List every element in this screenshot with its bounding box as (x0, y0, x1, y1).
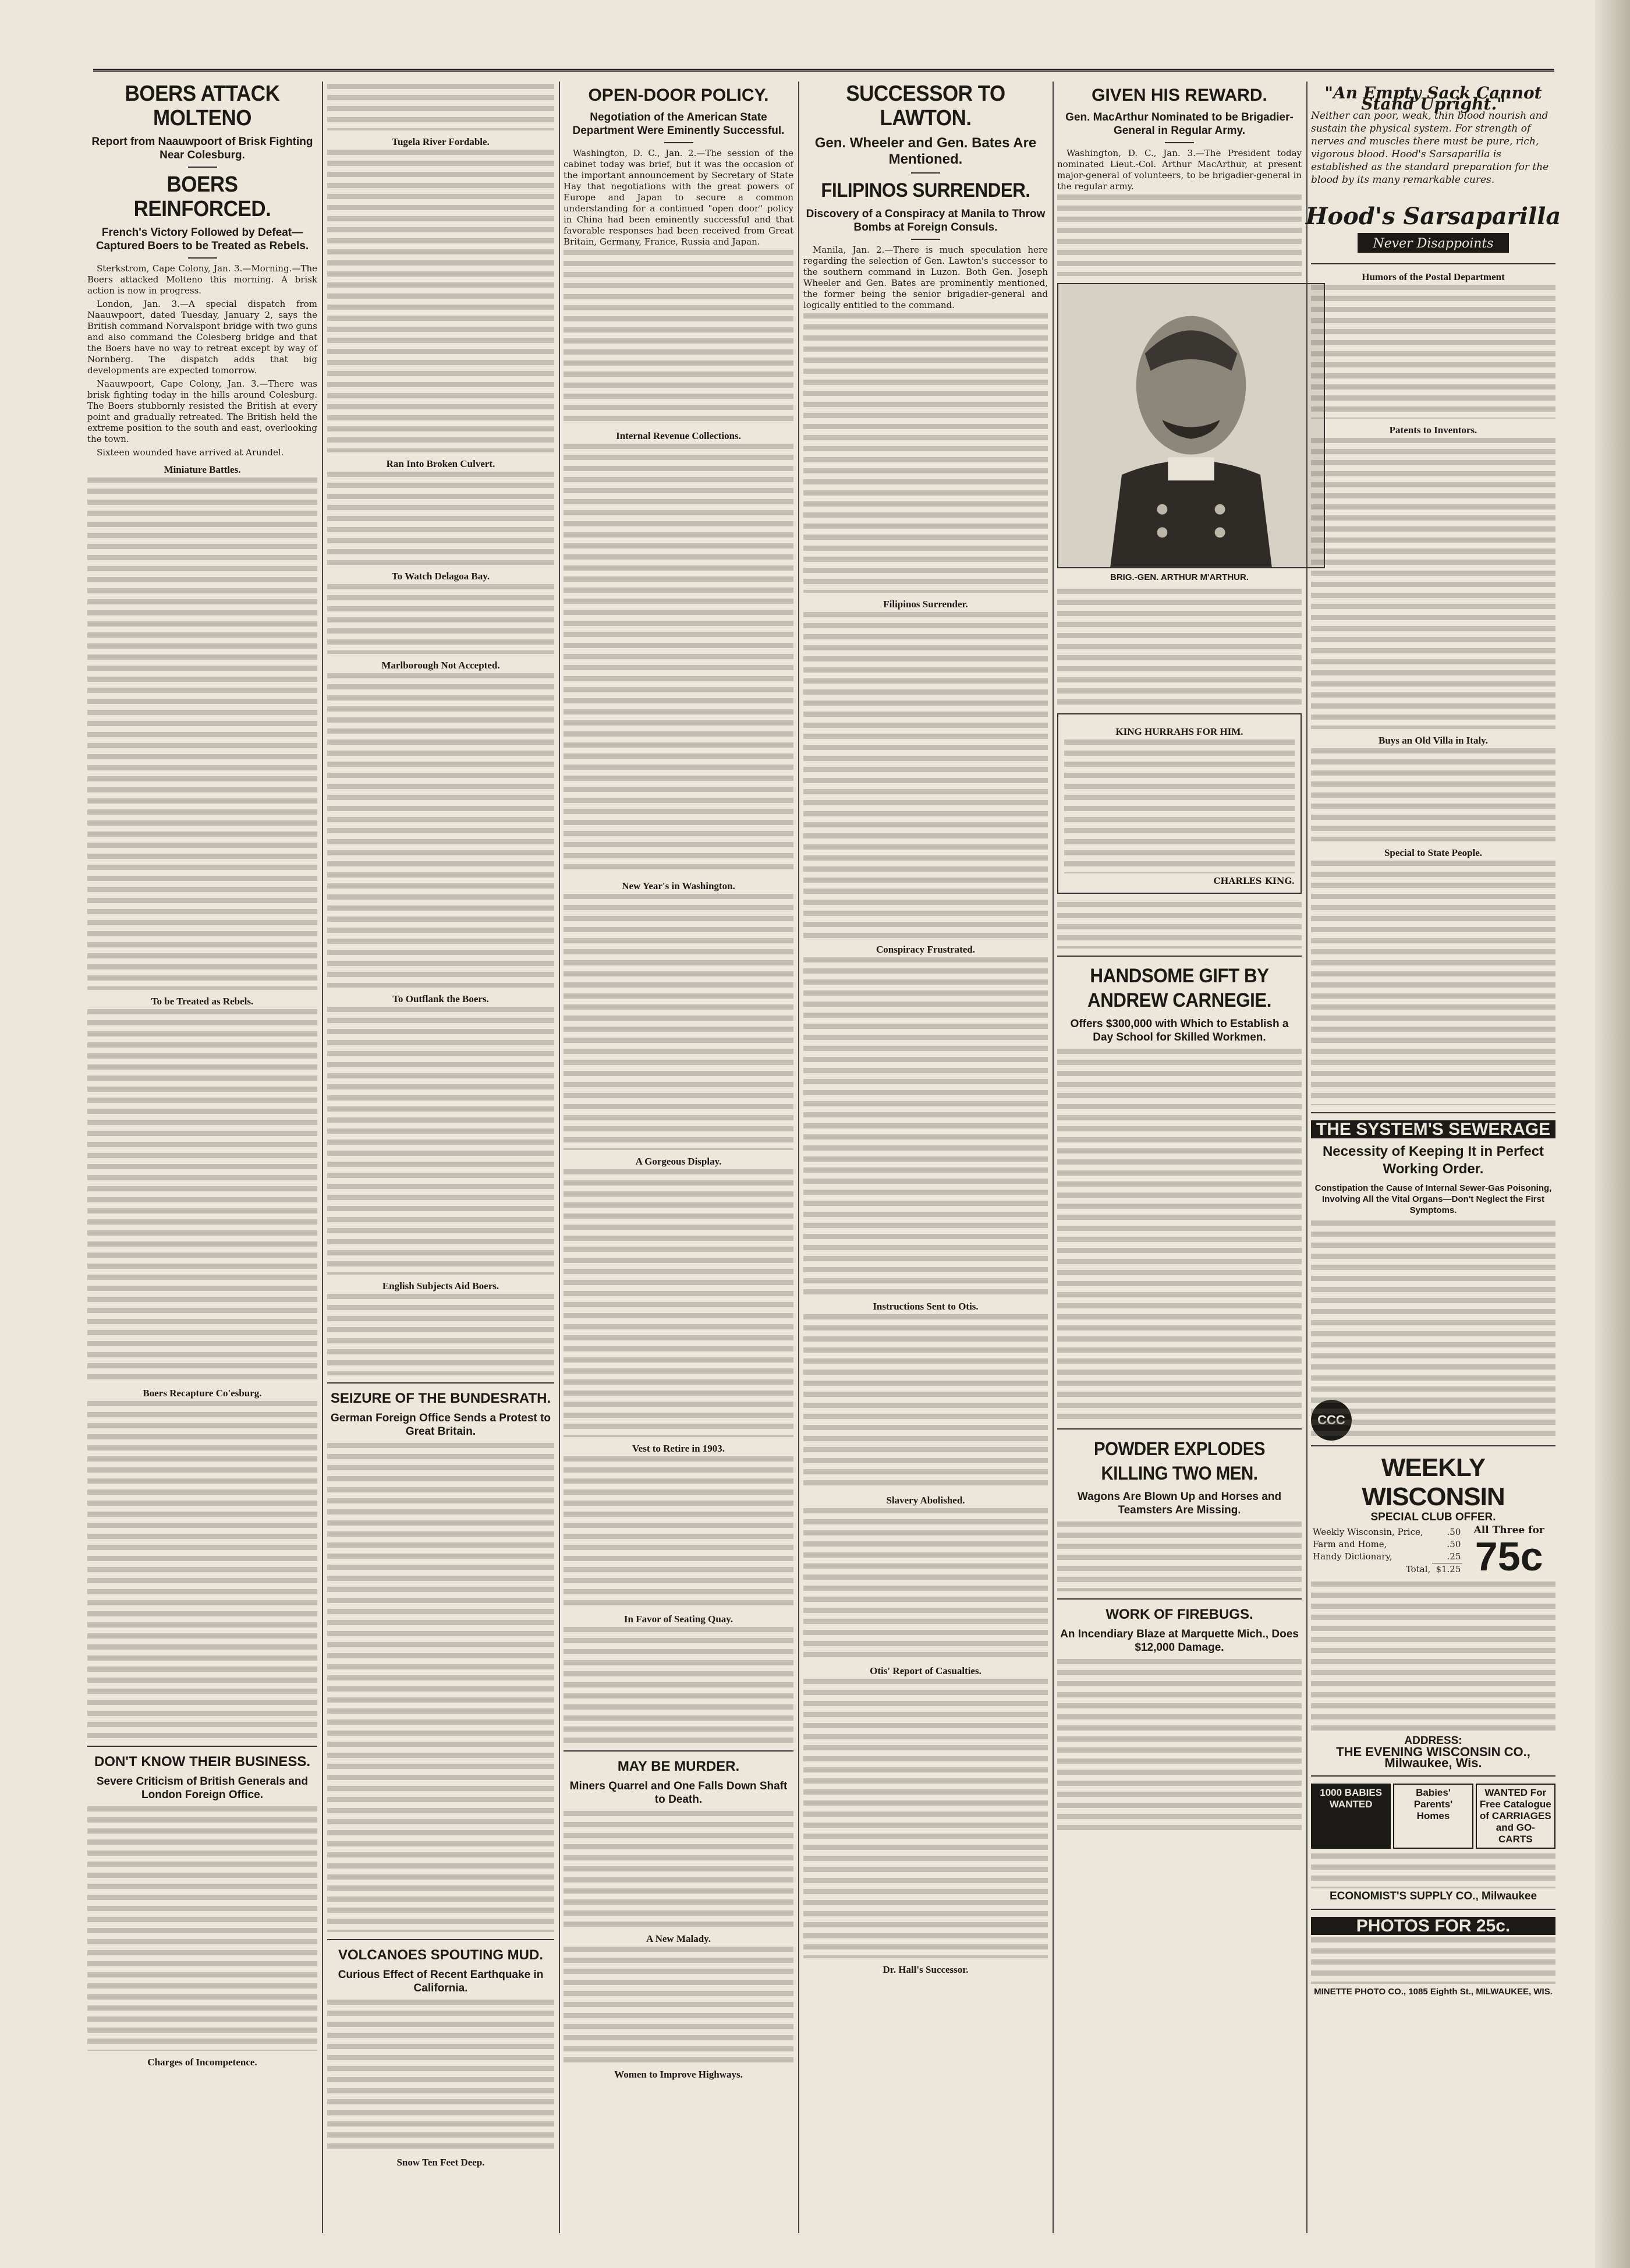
column-text-block (87, 477, 317, 990)
headline-firebugs: WORK OF FIREBUGS. (1105, 1607, 1253, 1622)
sidehead: In Favor of Seating Quay. (623, 1614, 734, 1625)
portrait-macarthur (1057, 283, 1325, 568)
article-paragraph: Sterkstrom, Cape Colony, Jan. 3.—Morning.—The Boers attacked Molteno this morning. A brisk action is now in progress. (87, 263, 317, 296)
headline-successor-lawton: SUCCESSOR TO LAWTON. (846, 82, 1005, 130)
sidehead: Slavery Abolished. (886, 1495, 965, 1506)
column-text-block (327, 84, 554, 130)
column-text-block (327, 584, 554, 654)
sidehead: Snow Ten Feet Deep. (396, 2157, 485, 2168)
sidehead: To Outflank the Boers. (392, 993, 489, 1004)
column-text-block (87, 1401, 317, 1739)
sidehead: Ran Into Broken Culvert. (386, 458, 495, 469)
weekly-wisconsin-ad (1311, 1453, 1555, 1768)
logo-text: Hood's Sarsaparilla (1305, 203, 1561, 230)
deck-macarthur-nominated: Gen. MacArthur Nominated to be Brigadier-General in Regular Army. (1065, 111, 1294, 137)
column-text-block (1311, 1581, 1555, 1733)
ad-cell: WANTED For Free Catalogue of CARRIAGES and GO-CARTS (1476, 1784, 1555, 1849)
article-paragraph: London, Jan. 3.—A special dispatch from Naauwpoort, dated Tuesday, January 2, says the British command Norvalspont bridge with two guns and also command the Colesberg bridge and that the Boers have no way to retreat except by way of Nornberg. The dispatch adds that big developments are expected tomorrow. (87, 299, 317, 376)
article-paragraph: Washington, D. C., Jan. 2.—The session of the cabinet today was brief, but it was the occasion of the important announcement by Secretary of State Hay that negotiations with the great powers of Europe and Japan to secure a common understanding for a continued "open door" policy in China had been eminently successful and that favorable responses had been received from Great Britain, Germany, France, Russia and Japan. (564, 148, 793, 247)
column-text-block (1057, 1659, 1302, 1834)
sidehead: Humors of the Postal Department (1362, 271, 1505, 282)
column-text-block (564, 1627, 793, 1743)
sidehead: New Year's in Washington. (622, 880, 735, 891)
headline-dont-know-business: DON'T KNOW THEIR BUSINESS. (94, 1754, 311, 1770)
box-signature: CHARLES KING. (1213, 876, 1295, 886)
hoods-sarsaparilla-ad (1305, 83, 1561, 256)
sidehead: Buys an Old Villa in Italy. (1378, 735, 1488, 746)
price-table (1311, 1526, 1462, 1576)
headline-boers-attack: BOERS ATTACK MOLTENO (125, 82, 280, 130)
portrait-caption: BRIG.-GEN. ARTHUR M'ARTHUR. (1110, 572, 1249, 582)
price-value: $1.25 (1432, 1563, 1462, 1576)
ad-title: WEEKLY WISCONSIN (1362, 1453, 1505, 1511)
article-paragraph: Manila, Jan. 2.—There is much speculation here regarding the selection of Gen. Lawton's successor to the southern command in Luzon. Both Gen. Joseph Wheeler and Gen. Bates are prominently mentioned, the former being the senior brigadier-general and logically entitled to the command. (803, 245, 1048, 310)
column-text-block (1311, 748, 1555, 841)
sidehead: To Watch Delagoa Bay. (391, 571, 490, 582)
photos-ad (1311, 1917, 1555, 1997)
column-3 (564, 82, 793, 2233)
headline-powder-explodes: POWDER EXPLODES KILLING TWO MEN. (1093, 1438, 1266, 1484)
deck-marquette-blaze: An Incendiary Blaze at Marquette Mich., Does $12,000 Damage. (1060, 1628, 1299, 1654)
column-text-block (1057, 194, 1302, 276)
deck-constipation: Constipation the Cause of Internal Sewer-Gas Poisoning, Involving All the Vital Organs—Don't Neglect the First Symptoms. (1314, 1183, 1552, 1215)
column-rule (559, 82, 560, 2233)
headline-filipinos-surrender: FILIPINOS SURRENDER. (821, 179, 1030, 201)
column-text-block (327, 2000, 554, 2151)
column-6 (1305, 82, 1561, 2233)
address-label: ADDRESS: (1404, 1735, 1462, 1747)
column-rule (1053, 82, 1054, 2233)
headline-seizure-bundesrath: SEIZURE OF THE BUNDESRATH. (330, 1390, 551, 1406)
ad-title: PHOTOS FOR 25c. (1311, 1917, 1555, 1935)
price-item: Farm and Home, (1313, 1539, 1387, 1549)
column-text-block (803, 313, 1048, 593)
headline-open-door: OPEN-DOOR POLICY. (588, 86, 769, 105)
column-text-block (564, 250, 793, 424)
column-text-block (1311, 1220, 1555, 1395)
page-edge-shadow (1595, 0, 1630, 2268)
column-2 (327, 82, 554, 2233)
column-text-block (327, 1007, 554, 1275)
column-4 (803, 82, 1048, 2233)
deck-german-protest: German Foreign Office Sends a Protest to Great Britain. (331, 1412, 551, 1438)
price-value: .25 (1447, 1551, 1461, 1562)
sidehead: Conspiracy Frustrated. (876, 944, 975, 955)
deck-carnegie-offer: Offers $300,000 with Which to Establish a Day School for Skilled Workmen. (1070, 1018, 1289, 1043)
column-text-block (327, 1443, 554, 1932)
price-item: Total, (1405, 1563, 1431, 1574)
headline-given-reward: GIVEN HIS REWARD. (1092, 86, 1267, 105)
ad-subtitle: SPECIAL CLUB OFFER. (1370, 1511, 1496, 1523)
column-text-block (327, 150, 554, 452)
column-text-block (1311, 1397, 1555, 1438)
ad-cell: 1000 BABIES WANTED (1311, 1784, 1391, 1849)
sidehead: Dr. Hall's Successor. (883, 1964, 969, 1975)
box-headline: KING HURRAHS FOR HIM. (1115, 726, 1243, 737)
column-text-block (1311, 438, 1555, 729)
deck-naauwpoort: Report from Naauwpoort of Brisk Fighting Near Colesburg. (91, 136, 313, 161)
offer-label: All Three for (1473, 1524, 1544, 1536)
hoods-logo-icon (1305, 192, 1561, 256)
sidehead: Otis' Report of Casualties. (870, 1665, 981, 1676)
column-text-block (327, 472, 554, 565)
article-paragraph: Sixteen wounded have arrived at Arundel. (97, 447, 284, 458)
subhead-boers-reinforced: BOERS REINFORCED. (133, 172, 271, 221)
deck-state-department: Negotiation of the American State Department Were Eminently Successful. (572, 111, 785, 137)
ad-body: Neither can poor, weak, thin blood nourish and sustain the physical system. For strength of nerves and muscles there must be pure, rich, vigorous blood. Hood's Sarsaparilla is established as the standard preparation for the blood by its many remarkable cures. (1311, 110, 1549, 186)
column-text-block (803, 1508, 1048, 1660)
price-row (1311, 1526, 1462, 1538)
sidehead: Miniature Battles. (164, 464, 241, 475)
column-text-block (564, 894, 793, 1150)
ad-title: "An Empty Sack Cannot Stand Upright." (1324, 83, 1542, 114)
sidehead: Instructions Sent to Otis. (873, 1301, 979, 1312)
sidehead: Charges of Incompetence. (147, 2057, 257, 2068)
deck-french-victory: French's Victory Followed by Defeat—Captured Boers to be Treated as Rebels. (95, 227, 309, 252)
sidehead: Internal Revenue Collections. (616, 430, 741, 441)
column-text-block (1057, 902, 1302, 949)
club-offer (1311, 1523, 1555, 1579)
sidehead: English Subjects Aid Boers. (382, 1280, 499, 1292)
column-text-block (803, 957, 1048, 1295)
headline-may-be-murder: MAY BE MURDER. (617, 1759, 740, 1774)
ad-footer: ECONOMIST'S SUPPLY CO., Milwaukee (1329, 1890, 1537, 1902)
deck-conspiracy-manila: Discovery of a Conspiracy at Manila to Throw Bombs at Foreign Consuls. (806, 208, 1046, 233)
column-text-block (87, 1009, 317, 1382)
column-text-block (803, 1679, 1048, 1958)
price-value: .50 (1447, 1539, 1461, 1549)
column-text-block (564, 1947, 793, 2063)
sidehead: Women to Improve Highways. (614, 2069, 743, 2080)
column-text-block (1057, 589, 1302, 705)
column-text-block (1311, 861, 1555, 1105)
ad-grid (1311, 1784, 1555, 1849)
sidehead: Special to State People. (1384, 847, 1483, 858)
column-text-block (1311, 285, 1555, 419)
sidehead: Tugela River Fordable. (392, 136, 490, 147)
column-rule (322, 82, 323, 2233)
offer-price-block (1462, 1525, 1555, 1577)
deck-earthquake-california: Curious Effect of Recent Earthquake in California. (338, 1969, 544, 1994)
sidehead: Patents to Inventors. (1389, 424, 1477, 436)
headline-system-sewerage: THE SYSTEM'S SEWERAGE (1311, 1120, 1555, 1138)
top-rule (93, 69, 1554, 72)
price-item: Handy Dictionary, (1313, 1551, 1392, 1562)
column-text-block (1057, 1049, 1302, 1421)
logo-tagline: Never Disappoints (1373, 236, 1494, 251)
sidehead: To be Treated as Rebels. (151, 996, 254, 1007)
sidehead: Marlborough Not Accepted. (381, 660, 500, 671)
column-5 (1057, 82, 1302, 2233)
offer-price: 75c (1475, 1534, 1543, 1579)
column-text-block (1057, 1522, 1302, 1591)
column-text-block (564, 444, 793, 875)
ccc-logo-icon: CCC (1311, 1400, 1352, 1441)
column-text-block (327, 1294, 554, 1375)
column-rule (798, 82, 799, 2233)
column-text-block (803, 1314, 1048, 1489)
column-text-block (1311, 1853, 1555, 1888)
deck-severe-criticism: Severe Criticism of British Generals and London Foreign Office. (96, 1775, 309, 1801)
sidehead: A Gorgeous Display. (635, 1156, 722, 1167)
ad-address: MINETTE PHOTO CO., 1085 Eighth St., MILWAUKEE, WIS. (1314, 1987, 1553, 1997)
address-text: THE EVENING WISCONSIN CO., Milwaukee, Wis. (1336, 1745, 1530, 1770)
price-row (1311, 1563, 1462, 1576)
price-value: .50 (1447, 1527, 1461, 1537)
deck-wagons-blown: Wagons Are Blown Up and Horses and Teamsters Are Missing. (1077, 1491, 1282, 1516)
sidehead: Boers Recapture Co'esburg. (143, 1388, 262, 1399)
column-text-block (803, 612, 1048, 938)
column-text-block (564, 1169, 793, 1437)
column-rule (1306, 82, 1307, 2233)
article-paragraph: Naauwpoort, Cape Colony, Jan. 3.—There was brisk fighting today in the hills around Colesburg. The Boers stubbornly resisted the British at every point and gradually retreated. The British held the extreme position to the south and east, overlooking the town. (87, 378, 317, 444)
price-row (1311, 1551, 1462, 1563)
column-text-block (1311, 1937, 1555, 1984)
sidehead: Vest to Retire in 1903. (632, 1443, 725, 1454)
column-text-block (564, 1811, 793, 1927)
column-1 (87, 82, 317, 2233)
price-item: Weekly Wisconsin, Price, (1313, 1527, 1423, 1537)
article-paragraph: Washington, D. C., Jan. 3.—The President today nominated Lieut.-Col. Arthur MacArthur, at present major-general of volunteers, to be brigadier-general in the regular army. (1057, 148, 1302, 192)
headline-carnegie-gift: HANDSOME GIFT BY ANDREW CARNEGIE. (1087, 965, 1271, 1011)
deck-miners-quarrel: Miners Quarrel and One Falls Down Shaft to Death. (569, 1780, 788, 1806)
sidehead: A New Malady. (646, 1933, 711, 1944)
column-text-block (87, 1806, 317, 2051)
ad-cell: Babies' Parents' Homes (1393, 1784, 1473, 1849)
column-text-block (1064, 740, 1295, 873)
carriage-ad (1311, 1784, 1555, 1902)
column-text-block (564, 1456, 793, 1608)
deck-perfect-order: Necessity of Keeping It in Perfect Working Order. (1322, 1144, 1544, 1177)
cascarets-ad (1311, 1397, 1555, 1438)
column-text-block (327, 673, 554, 988)
deck-wheeler-bates: Gen. Wheeler and Gen. Bates Are Mentioned. (814, 135, 1037, 167)
boxed-item (1057, 713, 1302, 894)
sidehead: Filipinos Surrender. (883, 599, 968, 610)
headline-volcanoes-mud: VOLCANOES SPOUTING MUD. (338, 1947, 544, 1963)
price-row (1311, 1538, 1462, 1551)
